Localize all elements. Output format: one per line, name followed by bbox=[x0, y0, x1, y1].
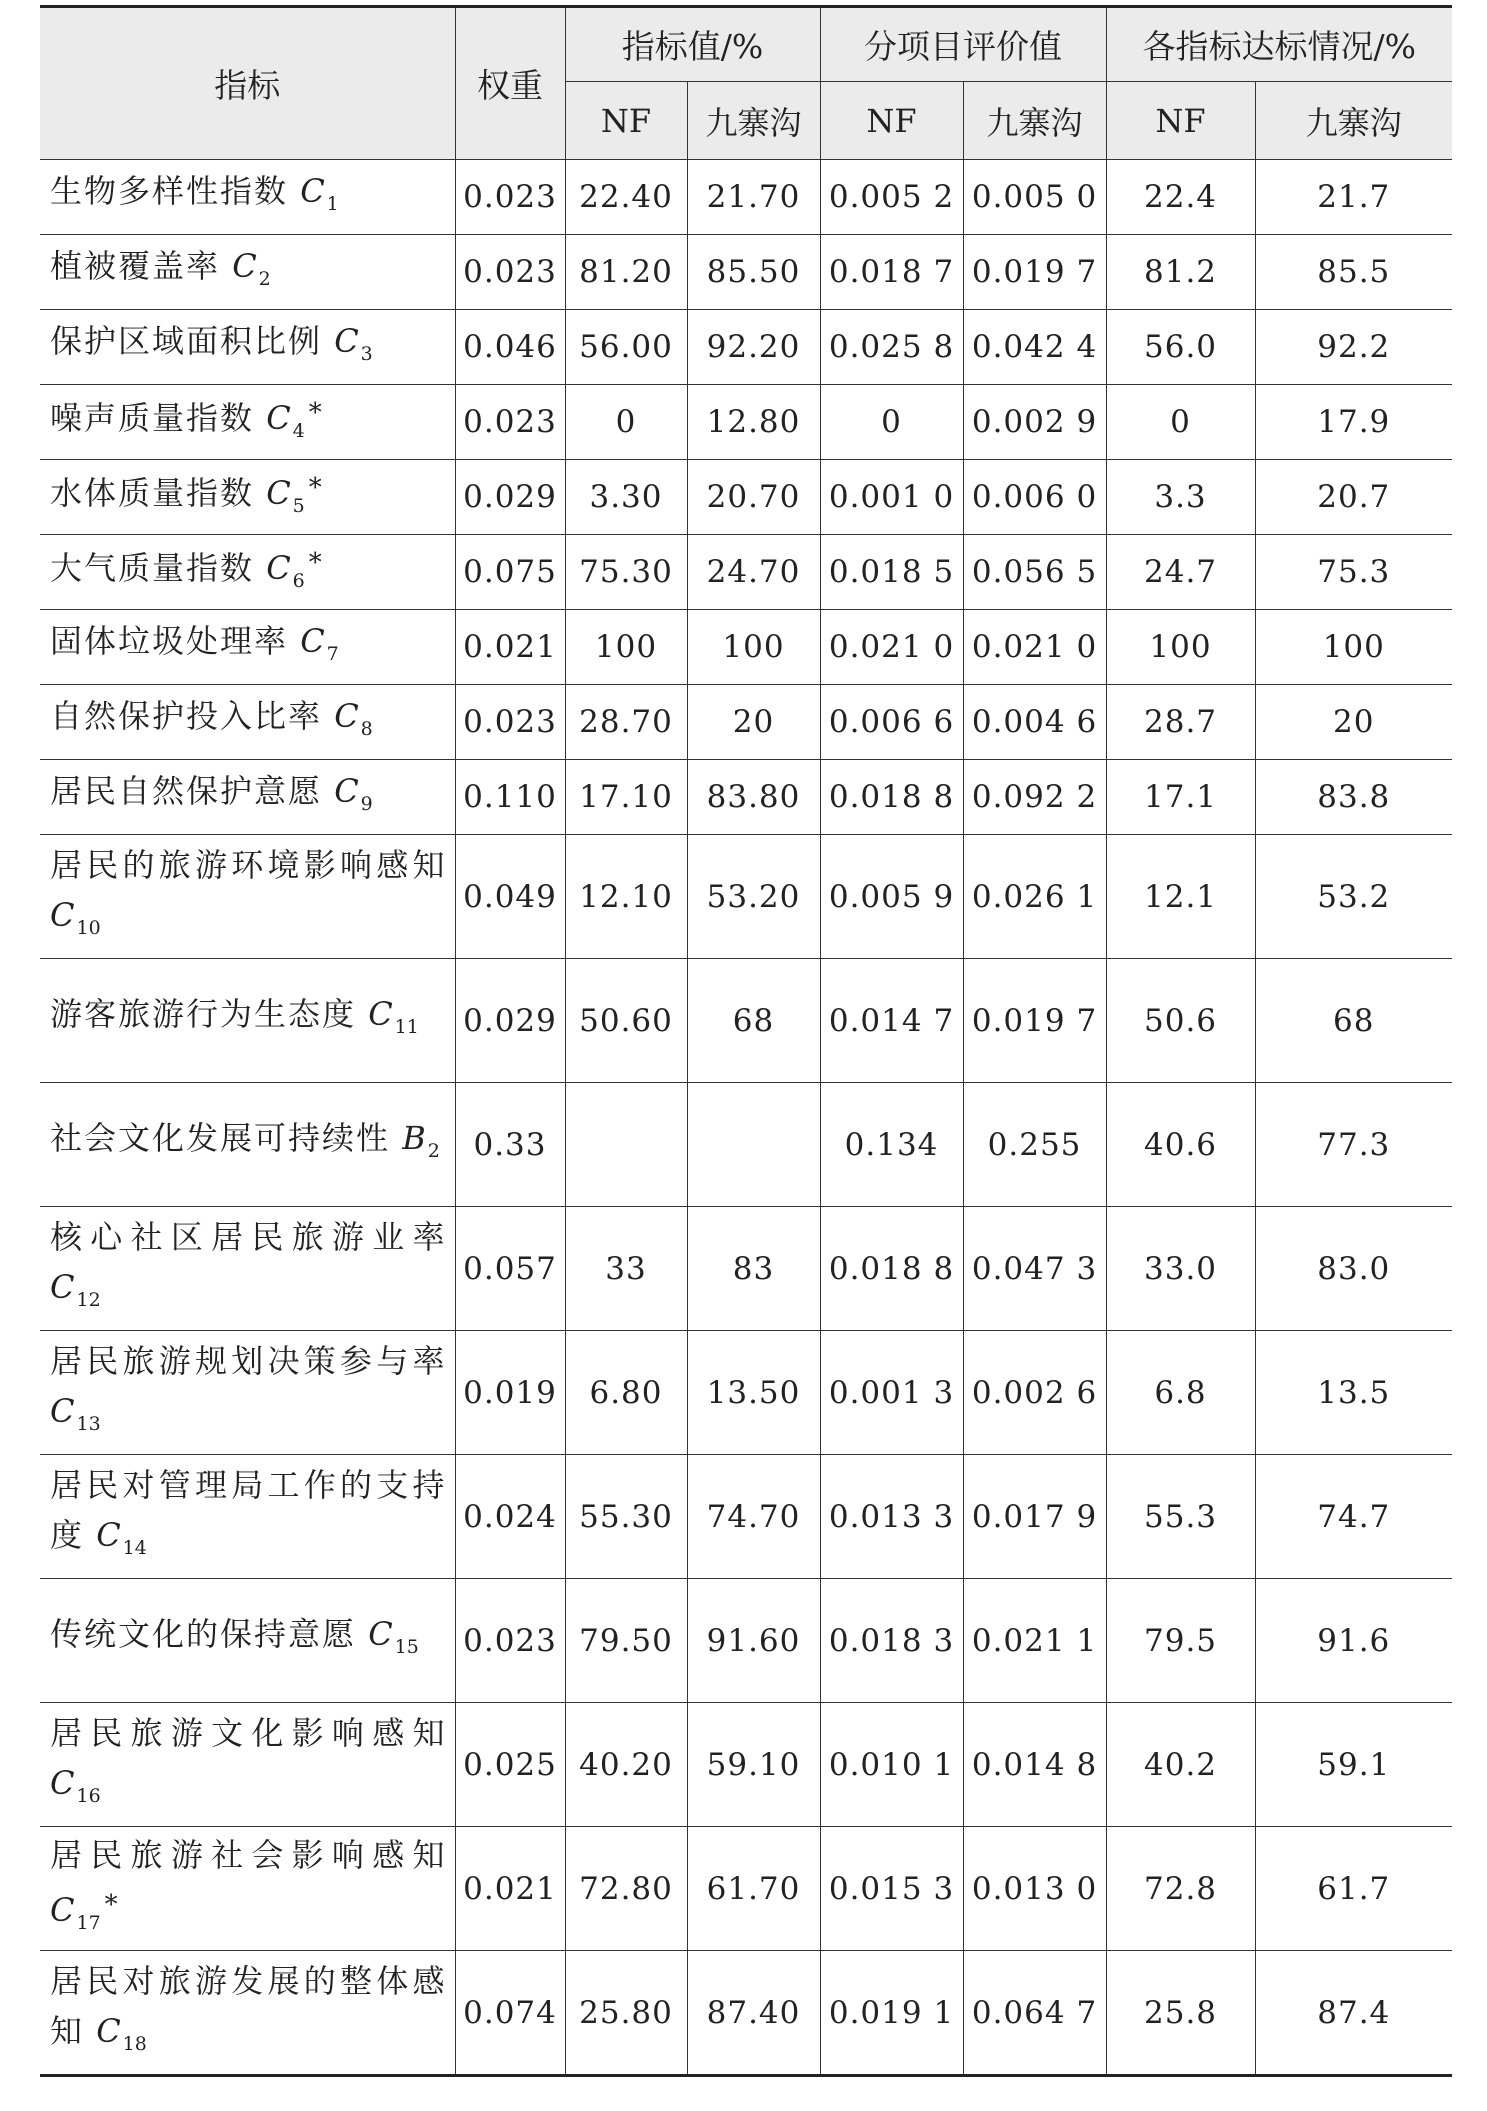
eval-nf-cell: 0.018 5 bbox=[820, 535, 963, 610]
indicator-star: * bbox=[308, 398, 324, 428]
index-nf-cell: 22.40 bbox=[565, 160, 687, 235]
indicator-label: 固体垃圾处理率 bbox=[50, 621, 289, 660]
index-nf-cell: 33 bbox=[565, 1207, 687, 1331]
weight-cell: 0.057 bbox=[455, 1207, 565, 1331]
index-nf-cell: 12.10 bbox=[565, 835, 687, 959]
indicator-symbol: C bbox=[50, 1764, 77, 1802]
indicator-label: 自然保护投入比率 bbox=[50, 696, 323, 735]
attain-jiuzhaigou-cell: 17.9 bbox=[1255, 385, 1452, 460]
attain-jiuzhaigou-cell: 92.2 bbox=[1255, 310, 1452, 385]
indicator-name-cell bbox=[40, 760, 455, 835]
eval-jiuzhaigou-cell: 0.004 6 bbox=[963, 685, 1106, 760]
index-jiuzhaigou-cell: 20.70 bbox=[687, 460, 820, 535]
eval-nf-cell: 0.019 1 bbox=[820, 1951, 963, 2076]
eval-nf-cell: 0.134 bbox=[820, 1083, 963, 1207]
eval-nf-cell: 0.014 7 bbox=[820, 959, 963, 1083]
indicator-subscript: 10 bbox=[76, 917, 101, 939]
indicator-name-cell bbox=[40, 1207, 455, 1331]
attain-jiuzhaigou-cell: 59.1 bbox=[1255, 1703, 1452, 1827]
header-nf: NF bbox=[1106, 82, 1255, 160]
indicator-name-cell bbox=[40, 160, 455, 235]
table-row bbox=[40, 1331, 1452, 1455]
attain-nf-cell: 17.1 bbox=[1106, 760, 1255, 835]
indicator-subscript: 18 bbox=[122, 2033, 147, 2055]
eval-nf-cell: 0.018 8 bbox=[820, 760, 963, 835]
header-nf: NF bbox=[565, 82, 687, 160]
data-table-container bbox=[40, 5, 1452, 2077]
header-jiuzhaigou: 九寨沟 bbox=[687, 82, 820, 160]
indicator-symbol: C bbox=[96, 1516, 123, 1554]
attain-nf-cell: 33.0 bbox=[1106, 1207, 1255, 1331]
weight-cell: 0.046 bbox=[455, 310, 565, 385]
attain-nf-cell: 40.2 bbox=[1106, 1703, 1255, 1827]
attain-jiuzhaigou-cell: 61.7 bbox=[1255, 1827, 1452, 1951]
table-row bbox=[40, 685, 1452, 760]
weight-cell: 0.110 bbox=[455, 760, 565, 835]
eval-jiuzhaigou-cell: 0.064 7 bbox=[963, 1951, 1106, 2076]
indicator-star: * bbox=[308, 473, 324, 503]
eval-nf-cell: 0.005 2 bbox=[820, 160, 963, 235]
indicator-label: 居民旅游文化影响感知 bbox=[50, 1714, 447, 1752]
table-row bbox=[40, 1207, 1452, 1331]
weight-cell: 0.33 bbox=[455, 1083, 565, 1207]
index-jiuzhaigou-cell: 24.70 bbox=[687, 535, 820, 610]
indicator-symbol: C bbox=[334, 321, 361, 360]
eval-nf-cell: 0.025 8 bbox=[820, 310, 963, 385]
index-nf-cell bbox=[565, 1083, 687, 1207]
table-row bbox=[40, 610, 1452, 685]
index-jiuzhaigou-cell: 53.20 bbox=[687, 835, 820, 959]
indicator-symbol: C bbox=[266, 549, 293, 587]
attain-nf-cell: 100 bbox=[1106, 610, 1255, 685]
indicator-label: 大气质量指数 bbox=[50, 549, 255, 587]
attain-nf-cell: 3.3 bbox=[1106, 460, 1255, 535]
eval-jiuzhaigou-cell: 0.014 8 bbox=[963, 1703, 1106, 1827]
eval-nf-cell: 0.018 3 bbox=[820, 1579, 963, 1703]
index-jiuzhaigou-cell: 68 bbox=[687, 959, 820, 1083]
index-nf-cell: 3.30 bbox=[565, 460, 687, 535]
eval-nf-cell: 0.005 9 bbox=[820, 835, 963, 959]
indicator-name-cell bbox=[40, 835, 455, 959]
attain-nf-cell: 56.0 bbox=[1106, 310, 1255, 385]
attain-nf-cell: 6.8 bbox=[1106, 1331, 1255, 1455]
table-row bbox=[40, 835, 1452, 959]
weight-cell: 0.075 bbox=[455, 535, 565, 610]
index-nf-cell: 55.30 bbox=[565, 1455, 687, 1579]
indicator-name-cell bbox=[40, 959, 455, 1083]
table-row bbox=[40, 385, 1452, 460]
weight-cell: 0.023 bbox=[455, 1579, 565, 1703]
attain-nf-cell: 55.3 bbox=[1106, 1455, 1255, 1579]
table-row bbox=[40, 1579, 1452, 1703]
indicator-name-cell bbox=[40, 235, 455, 310]
indicator-label: 居民的旅游环境影响感知 bbox=[50, 846, 447, 884]
attain-nf-cell: 12.1 bbox=[1106, 835, 1255, 959]
header-sub-evaluation: 分项目评价值 bbox=[820, 7, 1106, 82]
eval-jiuzhaigou-cell: 0.002 9 bbox=[963, 385, 1106, 460]
index-jiuzhaigou-cell: 74.70 bbox=[687, 1455, 820, 1579]
eval-nf-cell: 0.018 8 bbox=[820, 1207, 963, 1331]
eval-jiuzhaigou-cell: 0.017 9 bbox=[963, 1455, 1106, 1579]
attain-nf-cell: 79.5 bbox=[1106, 1579, 1255, 1703]
indicator-name-cell bbox=[40, 685, 455, 760]
indicator-subscript: 4 bbox=[292, 420, 305, 442]
attain-jiuzhaigou-cell: 20.7 bbox=[1255, 460, 1452, 535]
attain-nf-cell: 25.8 bbox=[1106, 1951, 1255, 2076]
weight-cell: 0.049 bbox=[455, 835, 565, 959]
indicator-subscript: 15 bbox=[394, 1636, 419, 1658]
attain-jiuzhaigou-cell: 75.3 bbox=[1255, 535, 1452, 610]
table-body bbox=[40, 160, 1452, 2076]
eval-jiuzhaigou-cell: 0.021 1 bbox=[963, 1579, 1106, 1703]
table-row bbox=[40, 535, 1452, 610]
indicator-label: 游客旅游行为生态度 bbox=[50, 995, 357, 1033]
index-jiuzhaigou-cell: 61.70 bbox=[687, 1827, 820, 1951]
weight-cell: 0.023 bbox=[455, 685, 565, 760]
indicator-name-cell bbox=[40, 310, 455, 385]
header-jiuzhaigou: 九寨沟 bbox=[963, 82, 1106, 160]
table-row bbox=[40, 235, 1452, 310]
index-nf-cell: 79.50 bbox=[565, 1579, 687, 1703]
eval-nf-cell: 0.021 0 bbox=[820, 610, 963, 685]
index-nf-cell: 28.70 bbox=[565, 685, 687, 760]
indicator-label: 传统文化的保持意愿 bbox=[50, 1615, 357, 1653]
attain-nf-cell: 28.7 bbox=[1106, 685, 1255, 760]
eval-jiuzhaigou-cell: 0.013 0 bbox=[963, 1827, 1106, 1951]
index-nf-cell: 0 bbox=[565, 385, 687, 460]
indicator-subscript: 3 bbox=[360, 342, 373, 365]
weight-cell: 0.029 bbox=[455, 460, 565, 535]
eval-jiuzhaigou-cell: 0.005 0 bbox=[963, 160, 1106, 235]
weight-cell: 0.025 bbox=[455, 1703, 565, 1827]
index-nf-cell: 17.10 bbox=[565, 760, 687, 835]
indicator-label: 居民旅游社会影响感知 bbox=[50, 1835, 447, 1874]
indicator-symbol: C bbox=[368, 995, 395, 1033]
eval-jiuzhaigou-cell: 0.006 0 bbox=[963, 460, 1106, 535]
eval-jiuzhaigou-cell: 0.021 0 bbox=[963, 610, 1106, 685]
indicator-star: * bbox=[104, 1889, 120, 1920]
indicator-symbol: C bbox=[50, 1268, 77, 1306]
attain-nf-cell: 40.6 bbox=[1106, 1083, 1255, 1207]
attain-jiuzhaigou-cell: 74.7 bbox=[1255, 1455, 1452, 1579]
indicator-name-cell bbox=[40, 460, 455, 535]
indicator-star: * bbox=[308, 548, 324, 578]
index-nf-cell: 6.80 bbox=[565, 1331, 687, 1455]
indicator-label: 保护区域面积比例 bbox=[50, 321, 323, 360]
indicator-symbol: C bbox=[232, 246, 259, 285]
header-attainment: 各指标达标情况/% bbox=[1106, 7, 1452, 82]
table-row bbox=[40, 1083, 1452, 1207]
indicator-label: 居民对管理局工作的支持度 bbox=[50, 1466, 447, 1554]
indicator-symbol: C bbox=[96, 2012, 123, 2050]
indicator-subscript: 17 bbox=[76, 1911, 101, 1934]
indicator-symbol: C bbox=[266, 474, 293, 512]
indicator-symbol: C bbox=[334, 771, 361, 810]
index-nf-cell: 81.20 bbox=[565, 235, 687, 310]
weight-cell: 0.021 bbox=[455, 1827, 565, 1951]
eval-jiuzhaigou-cell: 0.019 7 bbox=[963, 235, 1106, 310]
indicator-subscript: 12 bbox=[76, 1289, 101, 1311]
indicator-name-cell bbox=[40, 1083, 455, 1207]
table-row bbox=[40, 1703, 1452, 1827]
indicator-subscript: 2 bbox=[427, 1140, 440, 1162]
index-nf-cell: 75.30 bbox=[565, 535, 687, 610]
eval-nf-cell: 0.013 3 bbox=[820, 1455, 963, 1579]
attain-nf-cell: 0 bbox=[1106, 385, 1255, 460]
indicator-subscript: 14 bbox=[122, 1537, 147, 1559]
eval-nf-cell: 0 bbox=[820, 385, 963, 460]
indicator-symbol: C bbox=[50, 896, 77, 934]
indicator-symbol: C bbox=[334, 696, 361, 735]
indicator-label: 居民旅游规划决策参与率 bbox=[50, 1342, 447, 1380]
index-jiuzhaigou-cell: 92.20 bbox=[687, 310, 820, 385]
eval-jiuzhaigou-cell: 0.047 3 bbox=[963, 1207, 1106, 1331]
header-jiuzhaigou: 九寨沟 bbox=[1255, 82, 1452, 160]
attain-jiuzhaigou-cell: 87.4 bbox=[1255, 1951, 1452, 2076]
index-nf-cell: 40.20 bbox=[565, 1703, 687, 1827]
attain-nf-cell: 81.2 bbox=[1106, 235, 1255, 310]
eval-nf-cell: 0.006 6 bbox=[820, 685, 963, 760]
index-jiuzhaigou-cell: 100 bbox=[687, 610, 820, 685]
indicator-subscript: 6 bbox=[292, 570, 305, 592]
index-nf-cell: 56.00 bbox=[565, 310, 687, 385]
indicator-symbol: C bbox=[368, 1615, 395, 1653]
indicator-subscript: 1 bbox=[326, 192, 339, 215]
indicator-label: 核心社区居民旅游业率 bbox=[50, 1218, 447, 1256]
weight-cell: 0.024 bbox=[455, 1455, 565, 1579]
indicator-symbol: C bbox=[50, 1392, 77, 1430]
index-jiuzhaigou-cell bbox=[687, 1083, 820, 1207]
indicator-symbol: C bbox=[300, 171, 327, 210]
indicator-subscript: 8 bbox=[360, 717, 373, 740]
table-header bbox=[40, 7, 1452, 160]
indicator-label: 水体质量指数 bbox=[50, 474, 255, 512]
eval-jiuzhaigou-cell: 0.042 4 bbox=[963, 310, 1106, 385]
eval-jiuzhaigou-cell: 0.092 2 bbox=[963, 760, 1106, 835]
indicator-subscript: 13 bbox=[76, 1413, 101, 1435]
table-row bbox=[40, 310, 1452, 385]
table-row bbox=[40, 1455, 1452, 1579]
table-row bbox=[40, 959, 1452, 1083]
attain-jiuzhaigou-cell: 91.6 bbox=[1255, 1579, 1452, 1703]
indicator-name-cell bbox=[40, 1703, 455, 1827]
indicator-name-cell bbox=[40, 1827, 455, 1951]
indicator-symbol: C bbox=[50, 1890, 77, 1929]
eval-nf-cell: 0.001 3 bbox=[820, 1331, 963, 1455]
indicator-subscript: 9 bbox=[360, 792, 373, 815]
indicator-label: 生物多样性指数 bbox=[50, 171, 289, 210]
index-jiuzhaigou-cell: 21.70 bbox=[687, 160, 820, 235]
indicator-label: 噪声质量指数 bbox=[50, 399, 255, 437]
attain-jiuzhaigou-cell: 53.2 bbox=[1255, 835, 1452, 959]
indicator-name-cell bbox=[40, 610, 455, 685]
weight-cell: 0.023 bbox=[455, 385, 565, 460]
weight-cell: 0.029 bbox=[455, 959, 565, 1083]
index-jiuzhaigou-cell: 20 bbox=[687, 685, 820, 760]
header-indicator: 指标 bbox=[40, 7, 455, 160]
index-jiuzhaigou-cell: 85.50 bbox=[687, 235, 820, 310]
indicator-subscript: 2 bbox=[258, 267, 271, 290]
indicator-symbol: C bbox=[266, 399, 293, 437]
eval-nf-cell: 0.015 3 bbox=[820, 1827, 963, 1951]
indicator-label: 居民自然保护意愿 bbox=[50, 771, 323, 810]
table-row bbox=[40, 460, 1452, 535]
attain-nf-cell: 22.4 bbox=[1106, 160, 1255, 235]
indicator-name-cell bbox=[40, 1331, 455, 1455]
index-nf-cell: 72.80 bbox=[565, 1827, 687, 1951]
eval-jiuzhaigou-cell: 0.019 7 bbox=[963, 959, 1106, 1083]
table-row bbox=[40, 1827, 1452, 1951]
indicator-subscript: 5 bbox=[292, 495, 305, 517]
attain-jiuzhaigou-cell: 68 bbox=[1255, 959, 1452, 1083]
weight-cell: 0.023 bbox=[455, 235, 565, 310]
indicator-label: 植被覆盖率 bbox=[50, 246, 221, 285]
eval-nf-cell: 0.001 0 bbox=[820, 460, 963, 535]
attain-nf-cell: 24.7 bbox=[1106, 535, 1255, 610]
weight-cell: 0.019 bbox=[455, 1331, 565, 1455]
eval-nf-cell: 0.010 1 bbox=[820, 1703, 963, 1827]
attain-nf-cell: 50.6 bbox=[1106, 959, 1255, 1083]
eval-jiuzhaigou-cell: 0.026 1 bbox=[963, 835, 1106, 959]
index-jiuzhaigou-cell: 59.10 bbox=[687, 1703, 820, 1827]
index-jiuzhaigou-cell: 91.60 bbox=[687, 1579, 820, 1703]
indicator-name-cell bbox=[40, 385, 455, 460]
indicator-subscript: 11 bbox=[394, 1016, 419, 1038]
attain-nf-cell: 72.8 bbox=[1106, 1827, 1255, 1951]
attain-jiuzhaigou-cell: 85.5 bbox=[1255, 235, 1452, 310]
table-row bbox=[40, 160, 1452, 235]
eval-jiuzhaigou-cell: 0.056 5 bbox=[963, 535, 1106, 610]
indicator-table bbox=[40, 5, 1452, 2077]
index-jiuzhaigou-cell: 83 bbox=[687, 1207, 820, 1331]
indicator-name-cell bbox=[40, 1455, 455, 1579]
attain-jiuzhaigou-cell: 83.0 bbox=[1255, 1207, 1452, 1331]
header-weight: 权重 bbox=[455, 7, 565, 160]
attain-jiuzhaigou-cell: 13.5 bbox=[1255, 1331, 1452, 1455]
indicator-label: 居民对旅游发展的整体感知 bbox=[50, 1962, 447, 2050]
attain-jiuzhaigou-cell: 21.7 bbox=[1255, 160, 1452, 235]
header-index-value: 指标值/% bbox=[565, 7, 820, 82]
indicator-name-cell bbox=[40, 1951, 455, 2076]
index-nf-cell: 100 bbox=[565, 610, 687, 685]
eval-jiuzhaigou-cell: 0.002 6 bbox=[963, 1331, 1106, 1455]
indicator-subscript: 16 bbox=[76, 1785, 101, 1807]
index-jiuzhaigou-cell: 83.80 bbox=[687, 760, 820, 835]
index-jiuzhaigou-cell: 12.80 bbox=[687, 385, 820, 460]
index-jiuzhaigou-cell: 87.40 bbox=[687, 1951, 820, 2076]
attain-jiuzhaigou-cell: 77.3 bbox=[1255, 1083, 1452, 1207]
table-row bbox=[40, 1951, 1452, 2076]
attain-jiuzhaigou-cell: 83.8 bbox=[1255, 760, 1452, 835]
attain-jiuzhaigou-cell: 100 bbox=[1255, 610, 1452, 685]
indicator-name-cell bbox=[40, 535, 455, 610]
index-nf-cell: 50.60 bbox=[565, 959, 687, 1083]
weight-cell: 0.023 bbox=[455, 160, 565, 235]
indicator-subscript: 7 bbox=[326, 642, 339, 665]
header-nf: NF bbox=[820, 82, 963, 160]
eval-nf-cell: 0.018 7 bbox=[820, 235, 963, 310]
weight-cell: 0.021 bbox=[455, 610, 565, 685]
indicator-label: 社会文化发展可持续性 bbox=[50, 1119, 391, 1157]
eval-jiuzhaigou-cell: 0.255 bbox=[963, 1083, 1106, 1207]
index-jiuzhaigou-cell: 13.50 bbox=[687, 1331, 820, 1455]
index-nf-cell: 25.80 bbox=[565, 1951, 687, 2076]
indicator-symbol: C bbox=[300, 621, 327, 660]
indicator-name-cell bbox=[40, 1579, 455, 1703]
table-row bbox=[40, 760, 1452, 835]
attain-jiuzhaigou-cell: 20 bbox=[1255, 685, 1452, 760]
indicator-symbol: B bbox=[402, 1119, 428, 1157]
weight-cell: 0.074 bbox=[455, 1951, 565, 2076]
